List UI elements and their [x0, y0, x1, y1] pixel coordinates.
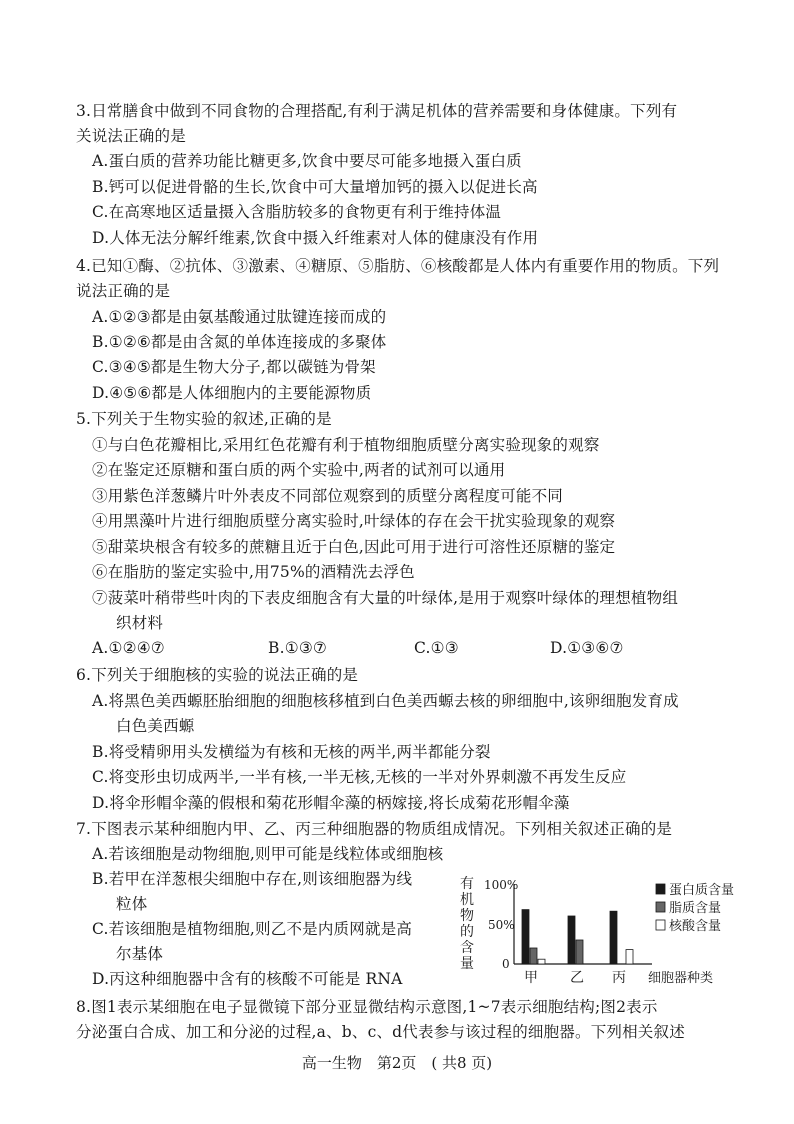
q6-stem: 6.下列关于细胞核的实验的说法正确的是	[76, 666, 359, 684]
bar-0-1	[530, 948, 537, 964]
q7-option-c-line1: C.若该细胞是植物细胞,则乙不是内质网就是高	[92, 920, 413, 938]
chart-y-axis-label: 有机物的含量	[460, 876, 474, 972]
bar-1-1	[576, 940, 583, 964]
q5-stem: 5.下列关于生物实验的叙述,正确的是	[76, 410, 332, 428]
bar-1-0	[568, 916, 575, 964]
q6-option-d: D.将伞形帽伞藻的假根和菊花形帽伞藻的柄嫁接,将长成菊花形帽伞藻	[92, 794, 570, 812]
q7-option-c-line2: 尔基体	[116, 945, 164, 963]
q8-stem-line1: 8.图1表示某细胞在电子显微镜下部分亚显微结构示意图,1~7表示细胞结构;图2表示	[76, 998, 658, 1016]
q3-option-a: A.蛋白质的营养功能比糖更多,饮食中要尽可能多地摄入蛋白质	[92, 152, 522, 170]
q5-statement-5: ⑤甜菜块根含有较多的蔗糖且近于白色,因此可用于进行可溶性还原糖的鉴定	[92, 538, 616, 556]
q5-option-d: D.①③⑥⑦	[550, 639, 624, 657]
q6-option-a-line2: 白色美西螈	[116, 717, 195, 735]
q5-statement-4: ④用黑藻叶片进行细胞质壁分离实验时,叶绿体的存在会干扰实验现象的观察	[92, 512, 616, 530]
q7-option-b-line1: B.若甲在洋葱根尖细胞中存在,则该细胞器为线	[92, 870, 413, 888]
legend-swatch-1	[656, 902, 665, 912]
q6-option-b: B.将受精卵用头发横缢为有核和无核的两半,两半都能分裂	[92, 743, 491, 761]
legend-label-0: 蛋白质含量	[669, 883, 735, 898]
legend-swatch-0	[656, 884, 665, 894]
q5-statement-2: ②在鉴定还原糖和蛋白质的两个实验中,两者的试剂可以通用	[92, 461, 506, 479]
bar-0-0	[522, 910, 529, 964]
legend-label-2: 核酸含量	[669, 919, 722, 934]
x-label-0: 甲	[524, 970, 538, 986]
page-footer: 高一生物 第2页 ( 共8 页)	[301, 1054, 493, 1072]
q7-option-d: D.丙这种细胞器中含有的核酸不可能是 RNA	[92, 970, 403, 988]
q5-option-a: A.①②④⑦	[92, 639, 165, 657]
x-label-2: 丙	[612, 970, 626, 986]
q4-option-b: B.①②⑥都是由含氮的单体连接成的多聚体	[92, 333, 387, 351]
x-label-1: 乙	[570, 970, 584, 986]
q5-option-b: B.①③⑦	[268, 639, 328, 657]
q4-option-a: A.①②③都是由氨基酸通过肽键连接而成的	[92, 308, 387, 326]
q8-stem-line2: 分泌蛋白合成、加工和分泌的过程,a、b、c、d代表参与该过程的细胞器。下列相关叙述	[76, 1023, 685, 1041]
bar-2-0	[610, 911, 617, 964]
q5-statement-7-line2: 织材料	[116, 614, 164, 632]
chart-y-tick-50: 50%	[488, 918, 515, 932]
q3-stem-line1: 3.日常膳食中做到不同食物的合理搭配,有利于满足机体的营养需要和身体健康。下列有	[76, 102, 678, 120]
q3-stem-line2: 关说法正确的是	[76, 127, 186, 145]
q7-option-b-line2: 粒体	[116, 895, 148, 913]
q5-statement-1: ①与白色花瓣相比,采用红色花瓣有利于植物细胞质壁分离实验现象的观察	[92, 436, 600, 454]
q4-stem-line1: 4.已知①酶、②抗体、③激素、④糖原、⑤脂肪、⑥核酸都是人体内有重要作用的物质。下列	[76, 257, 720, 275]
chart-bars	[522, 910, 633, 964]
q3-option-b: B.钙可以促进骨骼的生长,饮食中可大量增加钙的摄入以促进长高	[92, 178, 538, 196]
q5-statement-3: ③用紫色洋葱鳞片叶外表皮不同部位观察到的质壁分离程度可能不同	[92, 487, 564, 505]
legend-label-1: 脂质含量	[669, 901, 722, 916]
q7-option-a: A.若该细胞是动物细胞,则甲可能是线粒体或细胞核	[92, 845, 444, 863]
legend-swatch-2	[656, 920, 665, 930]
q4-option-d: D.④⑤⑥都是人体细胞内的主要能源物质	[92, 384, 372, 402]
q4-stem-line2: 说法正确的是	[76, 282, 171, 300]
bar-0-2	[538, 959, 545, 964]
q5-statement-7-line1: ⑦菠菜叶稍带些叶肉的下表皮细胞含有大量的叶绿体,是用于观察叶绿体的理想植物组	[92, 589, 679, 607]
chart-x-labels	[524, 970, 626, 986]
q4-option-c: C.③④⑤都是生物大分子,都以碳链为骨架	[92, 358, 376, 376]
chart-y-tick-100: 100%	[484, 878, 519, 892]
bar-2-2	[626, 950, 633, 964]
q5-statement-6: ⑥在脂肪的鉴定实验中,用75%的酒精洗去浮色	[92, 563, 415, 581]
q3-option-c: C.在高寒地区适量摄入含脂肪较多的食物更有利于维持体温	[92, 203, 502, 221]
organelle-composition-chart	[452, 872, 752, 990]
chart-x-axis-label: 细胞器种类	[648, 971, 714, 986]
q6-option-a-line1: A.将黑色美西螈胚胎细胞的细胞核移植到白色美西螈去核的卵细胞中,该卵细胞发育成	[92, 692, 679, 710]
chart-legend	[656, 883, 734, 934]
q3-option-d: D.人体无法分解纤维素,饮食中摄入纤维素对人体的健康没有作用	[92, 229, 539, 247]
chart-y-tick-0: 0	[502, 957, 510, 971]
q5-option-c: C.①③	[414, 639, 459, 657]
q6-option-c: C.将变形虫切成两半,一半有核,一半无核,无核的一半对外界刺激不再发生反应	[92, 768, 627, 786]
q7-stem: 7.下图表示某种细胞内甲、乙、丙三种细胞器的物质组成情况。下列相关叙述正确的是	[76, 820, 673, 838]
